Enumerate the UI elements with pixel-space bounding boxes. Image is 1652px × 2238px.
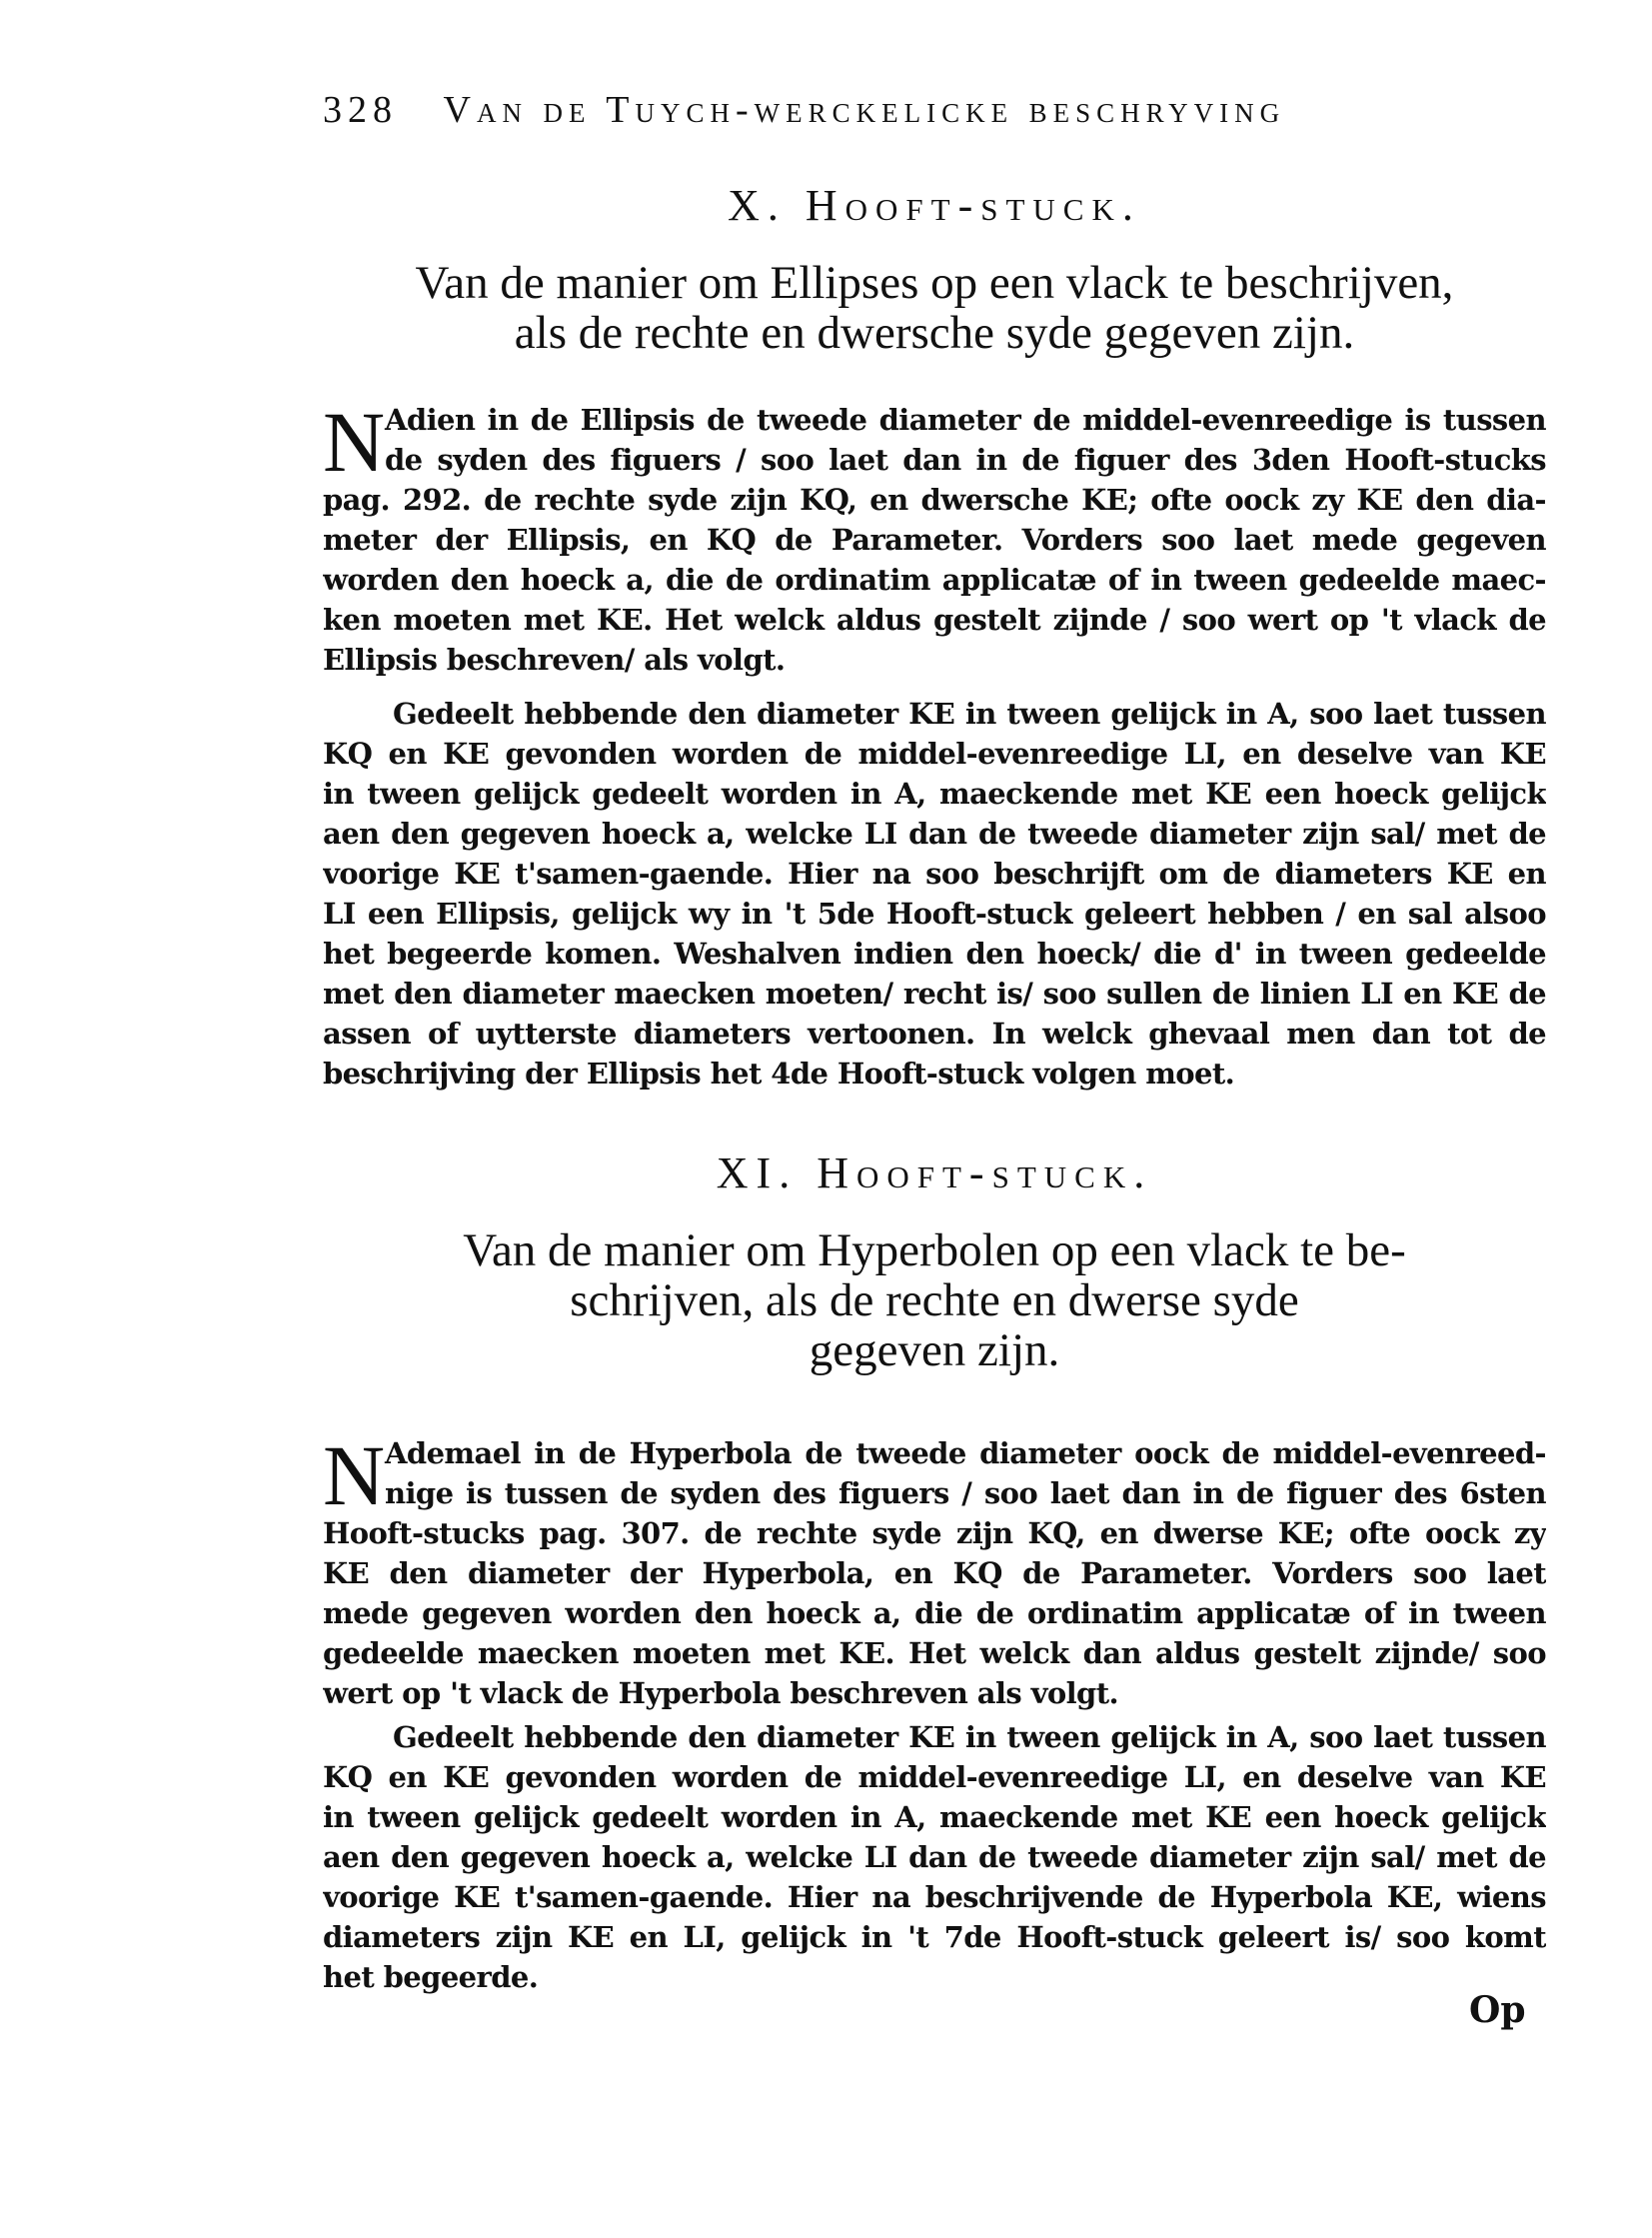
text-line: met den diameter maecken moeten/ recht is/ soo sullen de linien LI en KE de bbox=[323, 977, 1546, 1011]
text-line: Hooft-stucks pag. 307. de rechte syde zijn KQ, en dwerse KE; ofte oock zy bbox=[323, 1516, 1546, 1550]
title-line: Van de manier om Ellipses op een vlack te beschrijven, bbox=[415, 257, 1454, 309]
title-line: schrijven, als de rechte en dwerse syde bbox=[570, 1274, 1299, 1326]
text-line: aen den gegeven hoeck a, welcke LI dan de tweede diameter zijn sal/ met de bbox=[323, 817, 1546, 851]
text-line: Ademael in de Hyperbola de tweede diameter oock de middel-evenreed- bbox=[385, 1436, 1546, 1470]
text-line: Gedeelt hebbende den diameter KE in tween gelijck in A, soo laet tussen bbox=[393, 1720, 1546, 1754]
title-line: gegeven zijn. bbox=[809, 1324, 1060, 1376]
text-line: Ellipsis beschreven/ als volgt. bbox=[323, 643, 786, 677]
text-line: gedeelde maecken moeten met KE. Het welck dan aldus gestelt zijnde/ soo bbox=[323, 1636, 1546, 1670]
text-line: KE den diameter der Hyperbola, en KQ de Parameter. Vorders soo laet bbox=[323, 1556, 1546, 1590]
text-line: Adien in de Ellipsis de tweede diameter de middel-evenreedige is tussen bbox=[385, 403, 1546, 437]
catchword: Op bbox=[1469, 1989, 1526, 2031]
text-line: mede gegeven worden den hoeck a, die de ordinatim applicatæ of in tween bbox=[323, 1596, 1546, 1630]
text-line: Gedeelt hebbende den diameter KE in tween gelijck in A, soo laet tussen bbox=[393, 697, 1546, 731]
paragraph bbox=[323, 394, 1546, 680]
running-head bbox=[323, 88, 1472, 132]
chapter-title bbox=[323, 1225, 1546, 1375]
text-line: ken moeten met KE. Het welck aldus gestelt zijnde / soo wert op 't vlack de bbox=[323, 603, 1546, 637]
text-line: diameters zijn KE en LI, gelijck in 't 7de Hooft-stuck geleert is/ soo komt bbox=[323, 1920, 1546, 1954]
paragraph bbox=[323, 694, 1546, 1094]
chapter-heading: XI. Hooft-stuck. bbox=[716, 1148, 1153, 1197]
text-line: LI een Ellipsis, gelijck wy in 't 5de Hooft-stuck geleert hebben / en sal alsoo bbox=[323, 897, 1546, 931]
drop-cap: N bbox=[323, 1427, 386, 1523]
text-line: in tween gelijck gedeelt worden in A, maeckende met KE een hoeck gelijck bbox=[323, 777, 1546, 811]
text-line: worden den hoeck a, die de ordinatim applicatæ of in tween gedeelde maec- bbox=[323, 563, 1546, 597]
running-title: Van de Tuych-werckelicke beschryving bbox=[443, 89, 1286, 131]
text-line: nige is tussen de syden des figuers / soo laet dan in de figuer des 6sten bbox=[385, 1476, 1546, 1510]
text-line: assen of uytterste diameters vertoonen. In welck ghevaal men dan tot de bbox=[323, 1017, 1546, 1051]
text-line: aen den gegeven hoeck a, welcke LI dan de tweede diameter zijn sal/ met de bbox=[323, 1840, 1546, 1874]
title-line: als de rechte en dwersche syde gegeven zijn. bbox=[514, 307, 1355, 359]
text-line: pag. 292. de rechte syde zijn KQ, en dwersche KE; ofte oock zy KE den dia- bbox=[323, 483, 1546, 517]
text-line: in tween gelijck gedeelt worden in A, maeckende met KE een hoeck gelijck bbox=[323, 1800, 1546, 1834]
text-line: KQ en KE gevonden worden de middel-evenreedige LI, en deselve van KE bbox=[323, 1760, 1546, 1794]
text-line: voorige KE t'samen-gaende. Hier na beschrijvende de Hyperbola KE, wiens bbox=[323, 1880, 1546, 1914]
text-line: het begeerde komen. Weshalven indien den hoeck/ die d' in tween gedeelde bbox=[323, 937, 1546, 971]
title-line: Van de manier om Hyperbolen op een vlack te be- bbox=[463, 1224, 1406, 1276]
text-line: meter der Ellipsis, en KQ de Parameter. Vorders soo laet mede gegeven bbox=[323, 523, 1546, 557]
paragraph bbox=[323, 1717, 1546, 1997]
page-number: 328 bbox=[323, 89, 398, 131]
text-line: de syden des figuers / soo laet dan in de figuer des 3den Hooft-stucks bbox=[385, 443, 1546, 477]
text-line: het begeerde. bbox=[323, 1960, 539, 1994]
chapter-title bbox=[323, 258, 1546, 358]
chapter-heading: X. Hooft-stuck. bbox=[728, 181, 1141, 230]
text-line: voorige KE t'samen-gaende. Hier na soo beschrijft om de diameters KE en bbox=[323, 857, 1546, 891]
text-line: KQ en KE gevonden worden de middel-evenreedige LI, en deselve van KE bbox=[323, 737, 1546, 771]
text-line: beschrijving der Ellipsis het 4de Hooft-stuck volgen moet. bbox=[323, 1057, 1235, 1091]
paragraph bbox=[323, 1427, 1546, 1713]
drop-cap: N bbox=[323, 394, 386, 490]
text-line: wert op 't vlack de Hyperbola beschreven als volgt. bbox=[323, 1676, 1118, 1710]
